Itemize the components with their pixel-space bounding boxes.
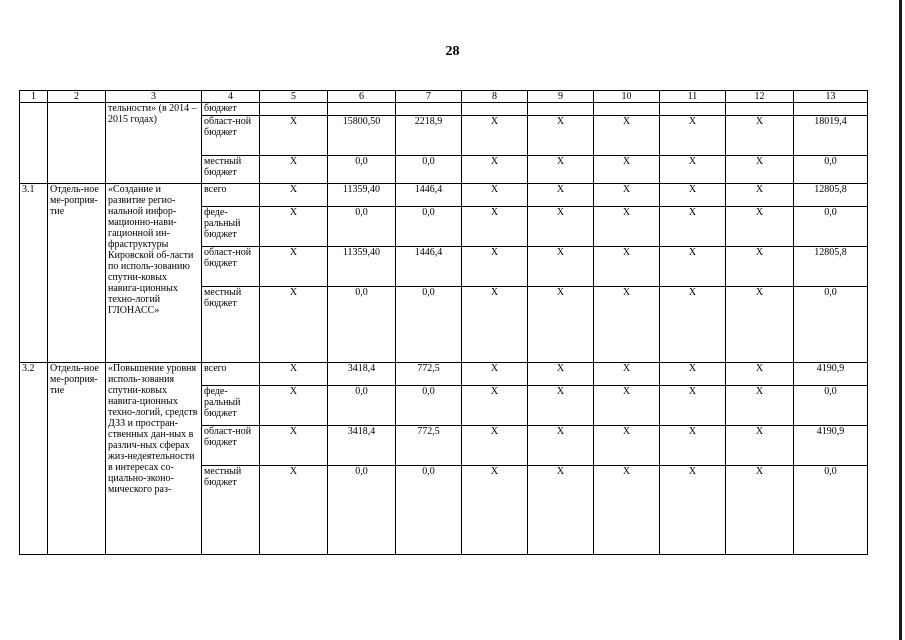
value-cell: X bbox=[528, 363, 594, 386]
header-cell: 6 bbox=[328, 91, 396, 103]
table-row bbox=[20, 103, 868, 116]
value-cell: X bbox=[528, 247, 594, 287]
value-cell: X bbox=[726, 156, 794, 184]
funding-source-cell: всего bbox=[202, 363, 260, 386]
value-cell: X bbox=[660, 247, 726, 287]
value-cell: X bbox=[462, 386, 528, 426]
value-cell: 0,0 bbox=[794, 156, 868, 184]
value-cell: 772,5 bbox=[396, 363, 462, 386]
value-cell: X bbox=[462, 247, 528, 287]
value-cell: 0,0 bbox=[396, 207, 462, 247]
header-cell: 9 bbox=[528, 91, 594, 103]
header-cell: 5 bbox=[260, 91, 328, 103]
value-cell: X bbox=[726, 466, 794, 555]
item-number-cell: 3.2 bbox=[20, 363, 48, 555]
value-cell: X bbox=[528, 116, 594, 156]
value-cell: X bbox=[260, 386, 328, 426]
value-cell: X bbox=[594, 426, 660, 466]
value-cell: X bbox=[726, 287, 794, 363]
funding-source-cell: феде-ральный бюджет bbox=[202, 386, 260, 426]
value-cell: 0,0 bbox=[794, 207, 868, 247]
header-cell: 7 bbox=[396, 91, 462, 103]
value-cell: X bbox=[462, 116, 528, 156]
header-row bbox=[20, 91, 868, 103]
value-cell: X bbox=[462, 426, 528, 466]
value-cell: X bbox=[660, 386, 726, 426]
funding-source-cell: местный бюджет bbox=[202, 466, 260, 555]
value-cell: X bbox=[660, 426, 726, 466]
value-cell: X bbox=[726, 363, 794, 386]
funding-source-cell: бюджет bbox=[202, 103, 260, 116]
value-cell bbox=[794, 103, 868, 116]
value-cell: 0,0 bbox=[396, 466, 462, 555]
funding-source-cell: всего bbox=[202, 184, 260, 207]
value-cell: 0,0 bbox=[396, 156, 462, 184]
value-cell: X bbox=[462, 207, 528, 247]
value-cell: X bbox=[660, 363, 726, 386]
header-cell: 11 bbox=[660, 91, 726, 103]
value-cell: X bbox=[594, 207, 660, 247]
funding-source-cell: област-ной бюджет bbox=[202, 116, 260, 156]
value-cell: X bbox=[726, 207, 794, 247]
item-description-cell: «Создание и развитие регио-нальной инфор-мационно-нави-гационной ин-фраструктуры Кировской об-ласти по исполь-зованию спутни-ковых навига-ционных техно-логий ГЛОНАСС» bbox=[106, 184, 202, 363]
table-row bbox=[20, 363, 868, 386]
header-cell: 13 bbox=[794, 91, 868, 103]
value-cell bbox=[328, 103, 396, 116]
item-type-cell: Отдель-ное ме-роприя-тие bbox=[48, 363, 106, 555]
value-cell: 0,0 bbox=[794, 287, 868, 363]
value-cell: 1446,4 bbox=[396, 247, 462, 287]
value-cell: 4190,9 bbox=[794, 363, 868, 386]
description-cell: тельности» (в 2014 – 2015 годах) bbox=[106, 103, 202, 184]
value-cell: X bbox=[528, 287, 594, 363]
type-cell bbox=[48, 103, 106, 184]
value-cell: 15800,50 bbox=[328, 116, 396, 156]
value-cell: X bbox=[260, 287, 328, 363]
page-edge-line bbox=[899, 0, 902, 640]
value-cell: X bbox=[260, 466, 328, 555]
value-cell: X bbox=[594, 363, 660, 386]
value-cell: 0,0 bbox=[396, 386, 462, 426]
value-cell: X bbox=[660, 184, 726, 207]
value-cell: X bbox=[594, 466, 660, 555]
funding-source-cell: местный бюджет bbox=[202, 287, 260, 363]
value-cell: X bbox=[594, 156, 660, 184]
number-cell bbox=[20, 103, 48, 184]
value-cell: X bbox=[462, 466, 528, 555]
budget-table bbox=[19, 90, 868, 555]
value-cell: 3418,4 bbox=[328, 426, 396, 466]
value-cell bbox=[726, 103, 794, 116]
funding-source-cell: феде-ральный бюджет bbox=[202, 207, 260, 247]
value-cell: X bbox=[594, 386, 660, 426]
value-cell: X bbox=[594, 116, 660, 156]
value-cell: X bbox=[726, 426, 794, 466]
value-cell: X bbox=[260, 184, 328, 207]
value-cell: X bbox=[726, 247, 794, 287]
value-cell: 0,0 bbox=[328, 156, 396, 184]
value-cell: 0,0 bbox=[794, 386, 868, 426]
value-cell: X bbox=[260, 116, 328, 156]
value-cell: 0,0 bbox=[794, 466, 868, 555]
value-cell bbox=[260, 103, 328, 116]
value-cell: X bbox=[260, 426, 328, 466]
value-cell: 0,0 bbox=[328, 386, 396, 426]
value-cell: 4190,9 bbox=[794, 426, 868, 466]
value-cell: X bbox=[528, 156, 594, 184]
value-cell: X bbox=[660, 207, 726, 247]
value-cell: 11359,40 bbox=[328, 184, 396, 207]
value-cell: 0,0 bbox=[328, 287, 396, 363]
value-cell: X bbox=[726, 184, 794, 207]
value-cell: X bbox=[528, 466, 594, 555]
value-cell: X bbox=[660, 156, 726, 184]
value-cell: 772,5 bbox=[396, 426, 462, 466]
value-cell: X bbox=[660, 116, 726, 156]
value-cell: X bbox=[594, 287, 660, 363]
value-cell: 2218,9 bbox=[396, 116, 462, 156]
page-number: 28 bbox=[445, 44, 460, 59]
value-cell bbox=[396, 103, 462, 116]
header-cell: 8 bbox=[462, 91, 528, 103]
header-cell: 3 bbox=[106, 91, 202, 103]
value-cell bbox=[660, 103, 726, 116]
value-cell: 18019,4 bbox=[794, 116, 868, 156]
value-cell bbox=[528, 103, 594, 116]
value-cell: 0,0 bbox=[396, 287, 462, 363]
value-cell: X bbox=[660, 466, 726, 555]
header-cell: 1 bbox=[20, 91, 48, 103]
item-type-cell: Отдель-ное ме-роприя-тие bbox=[48, 184, 106, 363]
header-cell: 4 bbox=[202, 91, 260, 103]
value-cell bbox=[462, 103, 528, 116]
value-cell: X bbox=[528, 426, 594, 466]
value-cell: 3418,4 bbox=[328, 363, 396, 386]
funding-source-cell: област-ной бюджет bbox=[202, 247, 260, 287]
value-cell: 0,0 bbox=[328, 207, 396, 247]
value-cell: X bbox=[594, 247, 660, 287]
value-cell: X bbox=[528, 386, 594, 426]
value-cell: X bbox=[726, 386, 794, 426]
value-cell: X bbox=[462, 287, 528, 363]
table-row bbox=[20, 184, 868, 207]
value-cell bbox=[594, 103, 660, 116]
funding-source-cell: местный бюджет bbox=[202, 156, 260, 184]
value-cell: X bbox=[528, 207, 594, 247]
value-cell: X bbox=[260, 363, 328, 386]
value-cell: X bbox=[260, 207, 328, 247]
value-cell: X bbox=[660, 287, 726, 363]
value-cell: X bbox=[260, 247, 328, 287]
value-cell: X bbox=[594, 184, 660, 207]
value-cell: 11359,40 bbox=[328, 247, 396, 287]
item-description-cell: «Повышение уровня исполь-зования спутни-ковых навига-ционных техно-логий, средств ДЗЗ и простран-ственных дан-ных в различ-ных сферах жиз-недеятельности в интересах со-циально-эконо-мического раз- bbox=[106, 363, 202, 555]
header-cell: 10 bbox=[594, 91, 660, 103]
value-cell: X bbox=[528, 184, 594, 207]
header-cell: 2 bbox=[48, 91, 106, 103]
header-cell: 12 bbox=[726, 91, 794, 103]
value-cell: X bbox=[462, 184, 528, 207]
value-cell: X bbox=[462, 363, 528, 386]
item-number-cell: 3.1 bbox=[20, 184, 48, 363]
value-cell: 1446,4 bbox=[396, 184, 462, 207]
value-cell: 0,0 bbox=[328, 466, 396, 555]
budget-table-body bbox=[20, 91, 868, 555]
value-cell: X bbox=[462, 156, 528, 184]
value-cell: X bbox=[726, 116, 794, 156]
value-cell: X bbox=[260, 156, 328, 184]
value-cell: 12805,8 bbox=[794, 247, 868, 287]
funding-source-cell: област-ной бюджет bbox=[202, 426, 260, 466]
value-cell: 12805,8 bbox=[794, 184, 868, 207]
